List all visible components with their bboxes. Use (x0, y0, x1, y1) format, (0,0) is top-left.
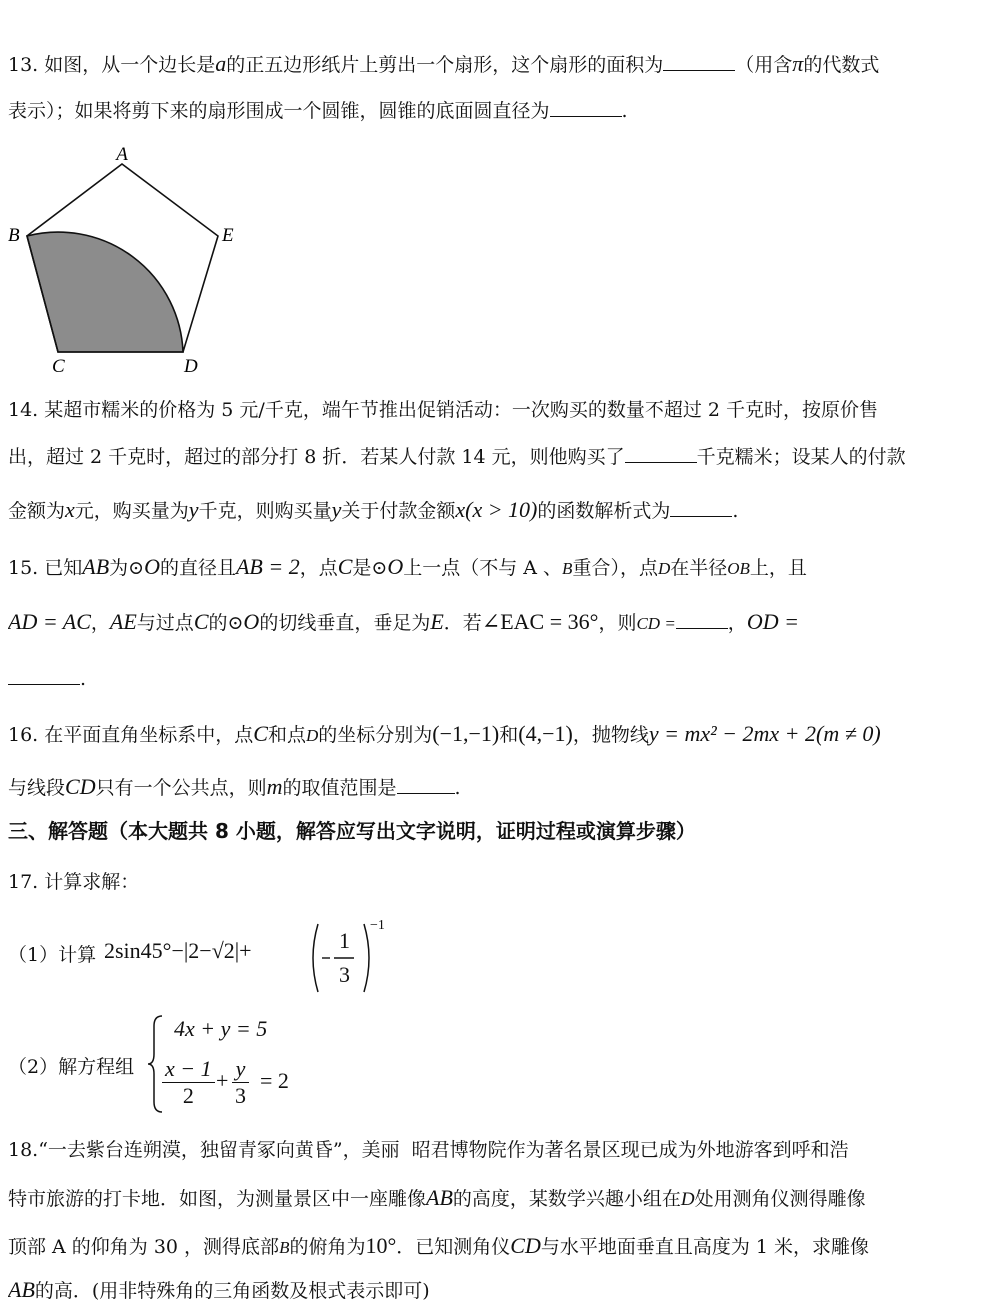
q16-math: C (253, 721, 268, 746)
q18-math: AB (426, 1185, 453, 1210)
q13-text: 的代数式 (803, 54, 880, 76)
q17-p2-label: （2）解方程组 (8, 1056, 135, 1078)
q18-line-3 (8, 1232, 983, 1262)
q13-text: 的正五边形纸片上剪出一个扇形，这个扇形的面积为 (226, 54, 664, 76)
q18-text: 顶部 A 的仰角为 30 ，测得底部 (8, 1236, 280, 1258)
q18-text: 18.“一去紫台连朔漠，独留青冢向黄昏”，美丽 (8, 1139, 400, 1161)
q15-blank-od[interactable] (8, 666, 80, 685)
q16-math: y = mx² − 2mx + 2(m ≠ 0) (648, 721, 881, 746)
q18-math: B (279, 1238, 290, 1257)
q14-var-y: y (331, 497, 342, 522)
q14-text: 千克，则购买量 (198, 500, 332, 522)
label-e: E (222, 225, 234, 246)
q16-text: 和 (499, 724, 519, 746)
q13-text: 13. 如图，从一个边长是 (8, 54, 216, 76)
q14-blank-amount[interactable] (625, 444, 697, 463)
q15-text: 上一点（不与 A 、 (403, 557, 563, 579)
q16-text: ，抛物线 (572, 724, 649, 746)
q15-text: ，则 (598, 612, 637, 634)
q16-math: m (266, 774, 283, 799)
q17-p1-label: （1）计算 (8, 944, 97, 966)
q18-text: ．已知测角仪 (396, 1236, 511, 1258)
q18-math: CD (510, 1233, 541, 1258)
q16-text: . (454, 777, 461, 799)
q16-text: 只有一个公共点，则 (95, 777, 267, 799)
q15-text: 是⊙ (352, 557, 388, 579)
q14-text: 的函数解析式为 (537, 500, 671, 522)
q14-text: . (732, 500, 739, 522)
q17-eq2-num2: y (232, 1056, 249, 1083)
q15-math: OB (727, 559, 750, 578)
q17-p1-expr: 2sin45°−|2−√2|+ (104, 938, 252, 963)
q18-text: 特市旅游的打卡地．如图，为测量景区中一座雕像 (8, 1188, 427, 1210)
q17-eq2-rhs: = 2 (260, 1068, 289, 1093)
q18-line-2 (8, 1184, 983, 1214)
q15-text: 上，且 (749, 557, 807, 579)
q15-text: 15. 已知 (8, 557, 83, 579)
q14-line-3 (8, 496, 983, 525)
q14-line-1 (8, 396, 983, 424)
q16-text: 的坐标分别为 (318, 724, 433, 746)
q15-math: E (430, 609, 444, 634)
q13-line-1 (8, 50, 983, 79)
q13-var-a: a (215, 51, 227, 76)
q15-text: 与过点 (136, 612, 194, 634)
q14-var-x: x (65, 497, 75, 522)
q17-eq2-frac2 (232, 1056, 249, 1109)
q17-eq2-num1: x − 1 (162, 1056, 215, 1083)
q15-math: O (144, 554, 160, 579)
q15-text: . (80, 668, 87, 690)
q14-expr: x(x > 10) (455, 497, 538, 522)
q18-text: 的高度，某数学兴趣小组在 (452, 1188, 681, 1210)
q14-text: 14. 某超市糯米的价格为 5 元/千克，端午节推出促销活动：一次购买的数量不超过 2 千克时，按原价售 (8, 399, 878, 421)
q15-math: AE (109, 609, 137, 634)
q15-text: 为⊙ (109, 557, 145, 579)
q16-text: 与线段 (8, 777, 66, 799)
q15-math: AB = 2 (235, 554, 300, 579)
q13-text: （用含 (735, 54, 793, 76)
q15-math: D (657, 559, 671, 578)
q16-text: 的取值范围是 (282, 777, 397, 799)
q16-math: D (305, 726, 319, 745)
q16-text: 16. 在平面直角坐标系中，点 (8, 724, 254, 746)
q15-math: ∠EAC = 36° (481, 609, 599, 634)
q15-blank-cd[interactable] (676, 610, 728, 629)
q16-line-2 (8, 773, 983, 802)
q14-text: 元，购买量为 (74, 500, 189, 522)
q16-text: 和点 (267, 724, 306, 746)
q15-text: 的直径且 (159, 557, 236, 579)
q16-math: (4,−1) (518, 721, 573, 746)
q17-p1-num: 1 (339, 928, 350, 953)
q18-text: 处用测角仪测得雕像 (694, 1188, 866, 1210)
q15-math: OD = (746, 609, 799, 634)
q18-text: 与水平地面垂直且高度为 1 米，求雕像 (540, 1236, 870, 1258)
q16-line-1 (8, 720, 983, 750)
q17-eq2-frac1 (162, 1056, 215, 1109)
q15-text: 的切线垂直，垂足为 (259, 612, 431, 634)
q13-text: 表示）；如果将剪下来的扇形围成一个圆锥，圆锥的底面圆直径为 (8, 100, 550, 122)
sector-shaded (27, 232, 183, 352)
q15-line-2 (8, 608, 983, 638)
q15-math: C (193, 609, 209, 634)
q15-math: B (562, 559, 573, 578)
q16-math: CD (65, 774, 96, 799)
q15-text: 的⊙ (208, 612, 244, 634)
q16-math: (−1,−1) (432, 721, 500, 746)
q15-math: C (337, 554, 353, 579)
q14-var-y: y (188, 497, 199, 522)
q17-p1-den: 3 (339, 962, 350, 987)
q14-line-2 (8, 443, 983, 471)
q13-line-2 (8, 97, 983, 125)
q15-line-1 (8, 553, 983, 583)
q17-eq2-den1: 2 (182, 1083, 194, 1108)
q15-line-3 (8, 665, 983, 693)
q14-text: 关于付款金额 (341, 500, 456, 522)
q15-text: ，点 (299, 557, 338, 579)
q15-text: ．若 (443, 612, 482, 634)
q18-text: 昭君博物院作为著名景区现已成为外地游客到呼和浩 (411, 1139, 849, 1161)
q15-text: 重合），点 (572, 557, 658, 579)
q14-text: 金额为 (8, 500, 66, 522)
q17-title: 17. 计算求解： (8, 871, 140, 893)
q17-p1-exponent: −1 (370, 918, 385, 933)
q15-text: ， (727, 612, 747, 634)
q14-text: 千克糯米；设某人的付款 (696, 446, 906, 468)
section-3-heading: 三、解答题（本大题共 8 小题，解答应写出文字说明，证明过程或演算步骤） (8, 819, 696, 843)
label-c: C (52, 356, 65, 377)
q18-line-4 (8, 1276, 983, 1305)
q18-math: 10° (365, 1233, 397, 1258)
q15-math: O (243, 609, 260, 634)
q15-math: AD = AC (8, 609, 91, 634)
q17-eq1: 4x + y = 5 (174, 1016, 268, 1041)
q18-text: 的俯角为 (289, 1236, 366, 1258)
q14-text: 出，超过 2 千克时，超过的部分打 8 折．若某人付款 14 元，则他购买了 (8, 446, 625, 468)
q18-math: AB (8, 1277, 35, 1302)
label-b: B (8, 225, 20, 246)
q13-pi: π (792, 51, 804, 76)
q13-text: . (621, 100, 628, 122)
label-d: D (184, 356, 198, 377)
q15-text: 在半径 (670, 557, 728, 579)
q15-math: AB (82, 554, 110, 579)
label-a: A (116, 144, 128, 165)
q15-text: ， (90, 612, 110, 634)
q18-text: 的高．(用非特殊角的三角函数及根式表示即可) (34, 1280, 430, 1302)
q14-blank-function[interactable] (670, 498, 732, 517)
q16-blank-range[interactable] (397, 775, 455, 794)
q17-eq2-plus: + (216, 1068, 229, 1093)
q17-eq2-den2: 3 (235, 1083, 246, 1108)
pentagon-figure (0, 140, 260, 380)
q15-math: CD = (636, 614, 676, 633)
q13-blank-area[interactable] (663, 52, 735, 71)
q13-blank-diameter[interactable] (550, 98, 622, 117)
q15-math: O (387, 554, 404, 579)
q18-line-1 (8, 1136, 983, 1164)
q18-math: D (680, 1189, 695, 1210)
